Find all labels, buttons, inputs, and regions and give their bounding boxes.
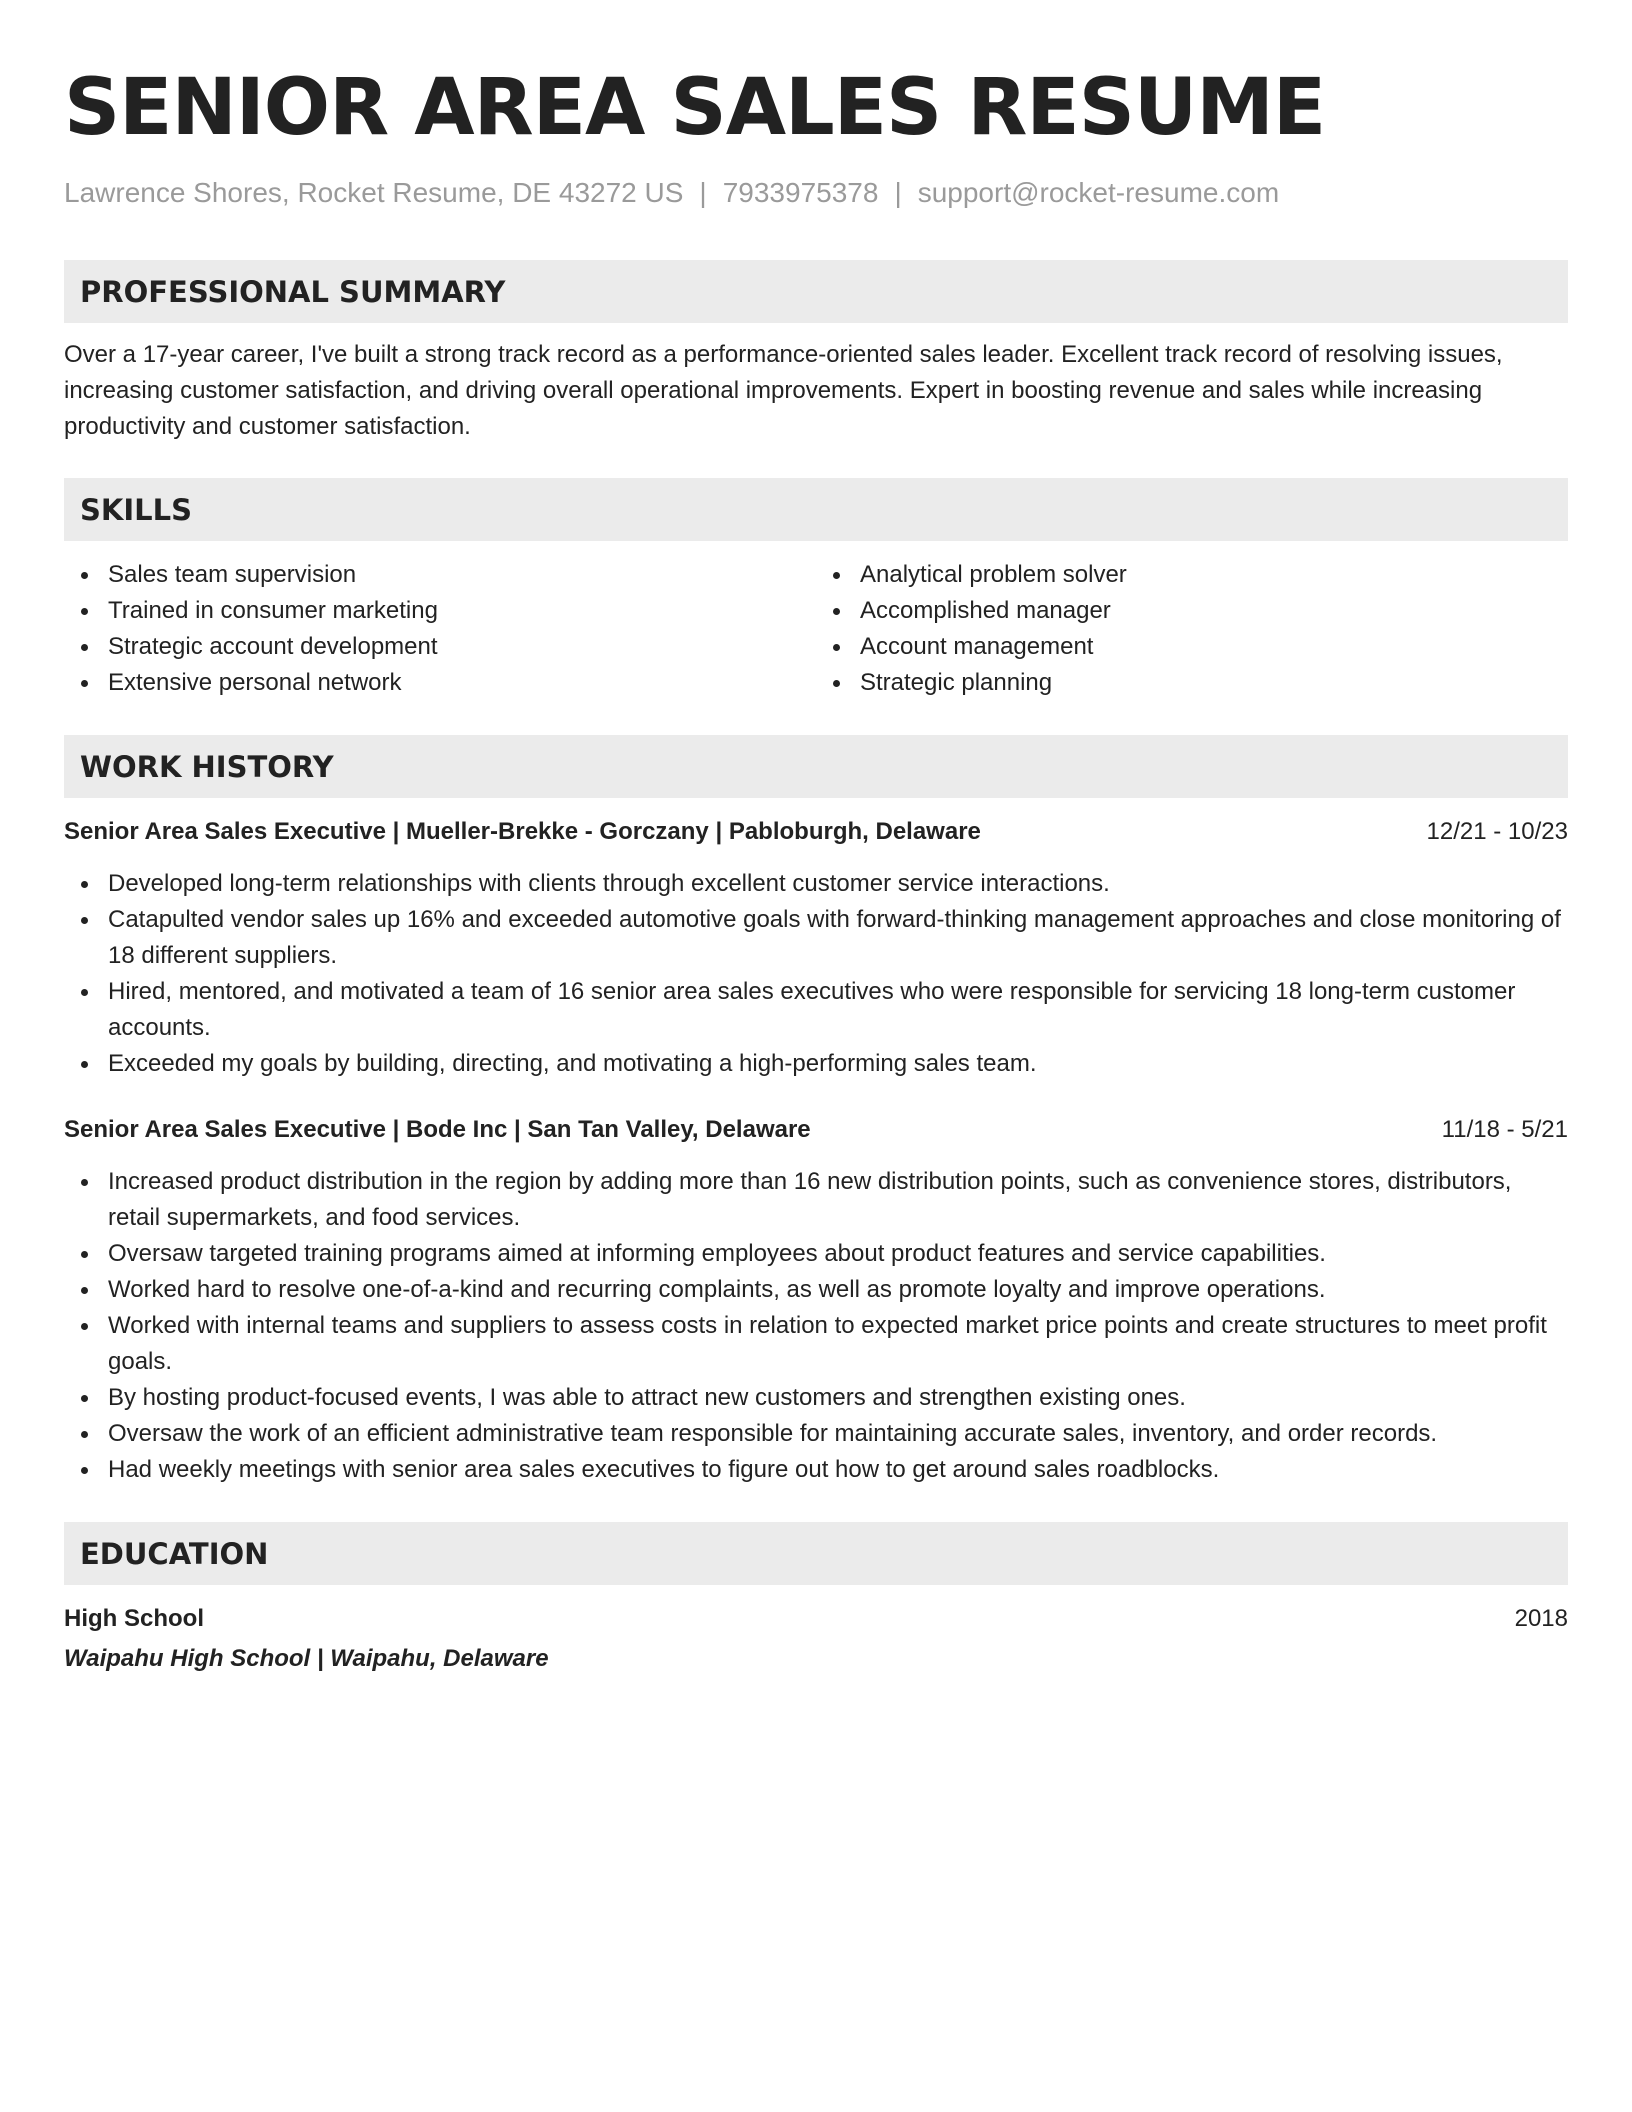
education-header xyxy=(64,1601,1568,1637)
skill-item: Extensive personal network xyxy=(64,665,816,701)
skill-item: Strategic planning xyxy=(816,665,1568,701)
job-bullets xyxy=(64,1164,1568,1488)
job-entry xyxy=(64,814,1568,1082)
contact-phone: 7933975378 xyxy=(722,177,879,208)
resume-title: SENIOR AREA SALES RESUME xyxy=(64,63,1326,153)
job-bullet: Had weekly meetings with senior area sales executives to figure out how to get around sales roadblocks. xyxy=(64,1452,1568,1488)
job-bullet: Hired, mentored, and motivated a team of 16 senior area sales executives who were responsible for servicing 18 long-term customer accounts. xyxy=(64,974,1568,1046)
skills-columns xyxy=(64,557,1568,701)
section-heading-skills: SKILLS xyxy=(64,478,1568,541)
job-bullet: Oversaw the work of an efficient administrative team responsible for maintaining accurate sales, inventory, and order records. xyxy=(64,1416,1568,1452)
job-entry xyxy=(64,1112,1568,1488)
job-header xyxy=(64,814,1568,850)
job-title: Senior Area Sales Executive | Mueller-Brekke - Gorczany | Pabloburgh, Delaware xyxy=(64,818,981,845)
job-bullet: Increased product distribution in the region by adding more than 16 new distribution points, such as convenience stores, distributors, retail supermarkets, and food services. xyxy=(64,1164,1568,1236)
contact-email: support@rocket-resume.com xyxy=(917,177,1280,208)
contact-address: Lawrence Shores, Rocket Resume, DE 43272 US xyxy=(64,177,684,208)
education-school: Waipahu High School | Waipahu, Delaware xyxy=(64,1645,549,1672)
section-heading-education: EDUCATION xyxy=(64,1522,1568,1585)
skills-list-left xyxy=(64,557,816,701)
job-header xyxy=(64,1112,1568,1148)
job-dates: 12/21 - 10/23 xyxy=(1426,818,1568,845)
skill-item: Account management xyxy=(816,629,1568,665)
job-bullet: Worked hard to resolve one-of-a-kind and recurring complaints, as well as promote loyalty and improve operations. xyxy=(64,1272,1568,1308)
contact-line xyxy=(64,176,1568,210)
contact-separator: | xyxy=(894,177,902,208)
skill-item: Strategic account development xyxy=(64,629,816,665)
education-year: 2018 xyxy=(1514,1605,1568,1632)
job-bullets xyxy=(64,866,1568,1082)
skill-item: Sales team supervision xyxy=(64,557,816,593)
skill-item: Accomplished manager xyxy=(816,593,1568,629)
job-title: Senior Area Sales Executive | Bode Inc | San Tan Valley, Delaware xyxy=(64,1116,811,1143)
section-heading-work: WORK HISTORY xyxy=(64,735,1568,798)
job-bullet: Worked with internal teams and suppliers to assess costs in relation to expected market price points and create structures to meet profit goals. xyxy=(64,1308,1568,1380)
job-bullet: Developed long-term relationships with clients through excellent customer service interactions. xyxy=(64,866,1568,902)
job-bullet: By hosting product-focused events, I was able to attract new customers and strengthen existing ones. xyxy=(64,1380,1568,1416)
education-entry xyxy=(64,1601,1568,1677)
skill-item: Analytical problem solver xyxy=(816,557,1568,593)
job-bullet: Catapulted vendor sales up 16% and exceeded automotive goals with forward-thinking management approaches and close monitoring of 18 different suppliers. xyxy=(64,902,1568,974)
contact-separator: | xyxy=(699,177,707,208)
job-dates: 11/18 - 5/21 xyxy=(1441,1116,1568,1143)
summary-text: Over a 17-year career, I've built a strong track record as a performance-oriented sales leader. Excellent track record of resolving issues, increasing customer satisfaction, and driving overall operational improvements. Expert in boosting revenue and sales while increasing productivity and customer satisfaction. xyxy=(64,341,1503,440)
skill-item: Trained in consumer marketing xyxy=(64,593,816,629)
job-bullet: Oversaw targeted training programs aimed at informing employees about product features and service capabilities. xyxy=(64,1236,1568,1272)
skills-list-right xyxy=(816,557,1568,701)
education-degree: High School xyxy=(64,1605,204,1632)
section-heading-summary: PROFESSIONAL SUMMARY xyxy=(64,260,1568,323)
job-bullet: Exceeded my goals by building, directing, and motivating a high-performing sales team. xyxy=(64,1046,1568,1082)
